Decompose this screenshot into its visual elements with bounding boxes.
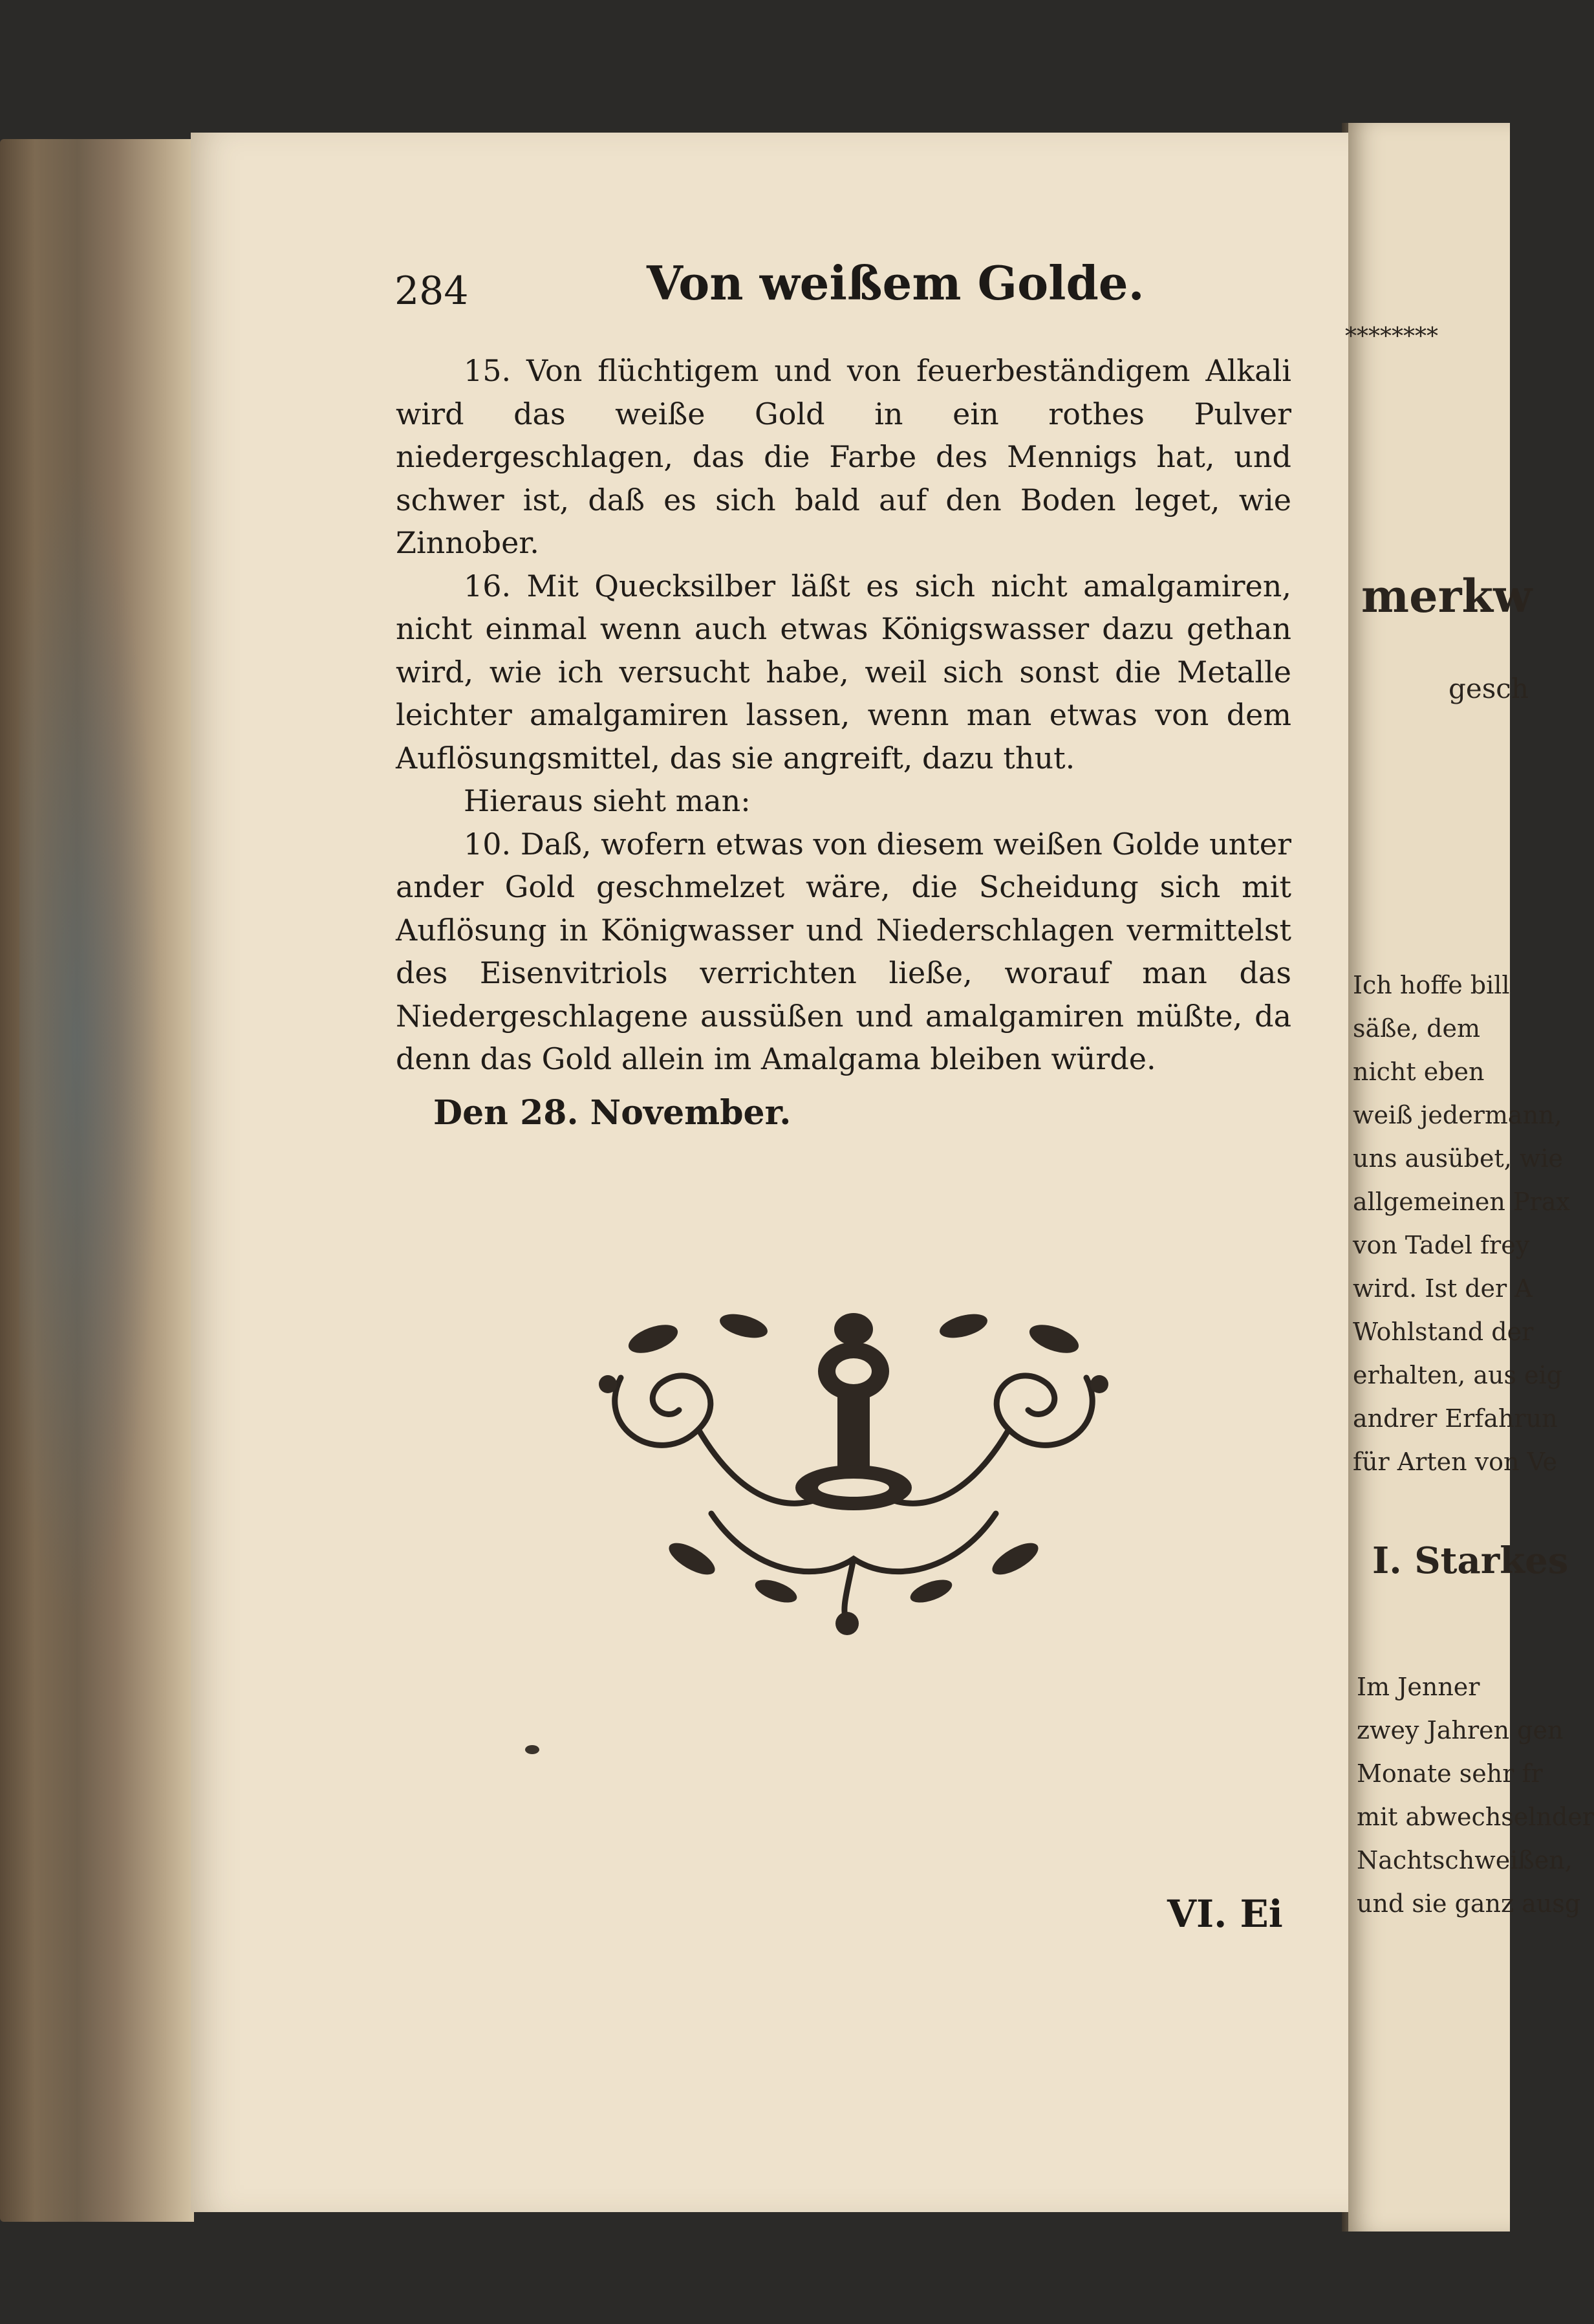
water-stain: [19, 462, 162, 1627]
facing-line: uns ausübet, wie: [1353, 1144, 1564, 1173]
facing-line: säße, dem: [1353, 1014, 1481, 1043]
facing-line: allgemeinen Prax: [1353, 1188, 1570, 1216]
date-heading: Den 28. November.: [433, 1093, 792, 1133]
facing-line: Im Jenner: [1357, 1673, 1480, 1701]
facing-line: für Arten von Ve: [1353, 1448, 1558, 1476]
facing-line: von Tadel frey: [1353, 1231, 1530, 1259]
facing-lines-b: [1357, 1666, 1594, 1926]
facing-line: Wohlstand der: [1353, 1318, 1534, 1346]
body-text: [396, 349, 1291, 1081]
running-head: Von weißem Golde.: [647, 255, 1145, 310]
catchword: VI. Ei: [1167, 1892, 1283, 1936]
paragraph-15: 15. Von flüchtigem und von feuerbeständigem Alkali wird das weiße Gold in ein rothes Pulver niedergeschlagen, das die Farbe des Mennigs hat, und schwer ist, daß es sich bald auf den Boden leget, wie Zinnober.: [396, 353, 1291, 560]
facing-subheading: gesch: [1449, 673, 1529, 704]
ink-smudge: [525, 1745, 539, 1754]
facing-line: zwey Jahren gen: [1357, 1716, 1564, 1744]
book-page-edge: [0, 139, 194, 2222]
conclusion-intro: Hieraus sieht man:: [464, 783, 751, 818]
facing-line: mit abwechselnder: [1357, 1803, 1594, 1831]
facing-line: weiß jedermann,: [1353, 1101, 1562, 1129]
facing-stars: ********: [1345, 323, 1438, 350]
facing-line: Nachtschweißen,: [1357, 1846, 1573, 1874]
paragraph-16: 16. Mit Quecksilber läßt es sich nicht amalgamiren, nicht einmal wenn auch etwas Königswasser dazu gethan wird, wie ich versucht habe, weil sich sonst die Metalle leichter amalgamiren lassen, wenn man etwas von dem Auflösungsmittel, das sie angreift, dazu thut.: [396, 568, 1291, 776]
facing-lines-a: [1353, 964, 1570, 1484]
facing-line: wird. Ist der A: [1353, 1274, 1533, 1303]
floral-vignette-ornament: [582, 1300, 1125, 1636]
paragraph-10: 10. Daß, wofern etwas von diesem weißen Golde unter ander Gold geschmelzet wäre, die Scheidung sich mit Auflösung in Königwasser und Niederschlagen vermittelst des Eisenvitriols verrichten ließe, worauf man das Niedergeschlagene aussüßen und amalgamiren müßte, da denn das Gold allein im Amalgama bleiben würde.: [396, 826, 1291, 1076]
page-header: [394, 255, 1300, 327]
facing-line: Monate sehr fr: [1357, 1759, 1543, 1788]
page-number: 284: [394, 268, 469, 314]
facing-line: und sie ganz ausg: [1357, 1889, 1581, 1918]
facing-line: erhalten, aus eig: [1353, 1361, 1563, 1389]
facing-line: andrer Erfahrun: [1353, 1404, 1558, 1433]
facing-heading: merkw: [1361, 569, 1533, 623]
facing-line: nicht eben: [1353, 1058, 1485, 1086]
facing-line: Ich hoffe bill: [1353, 971, 1510, 999]
facing-heading-2: I. Starkes: [1372, 1539, 1569, 1582]
